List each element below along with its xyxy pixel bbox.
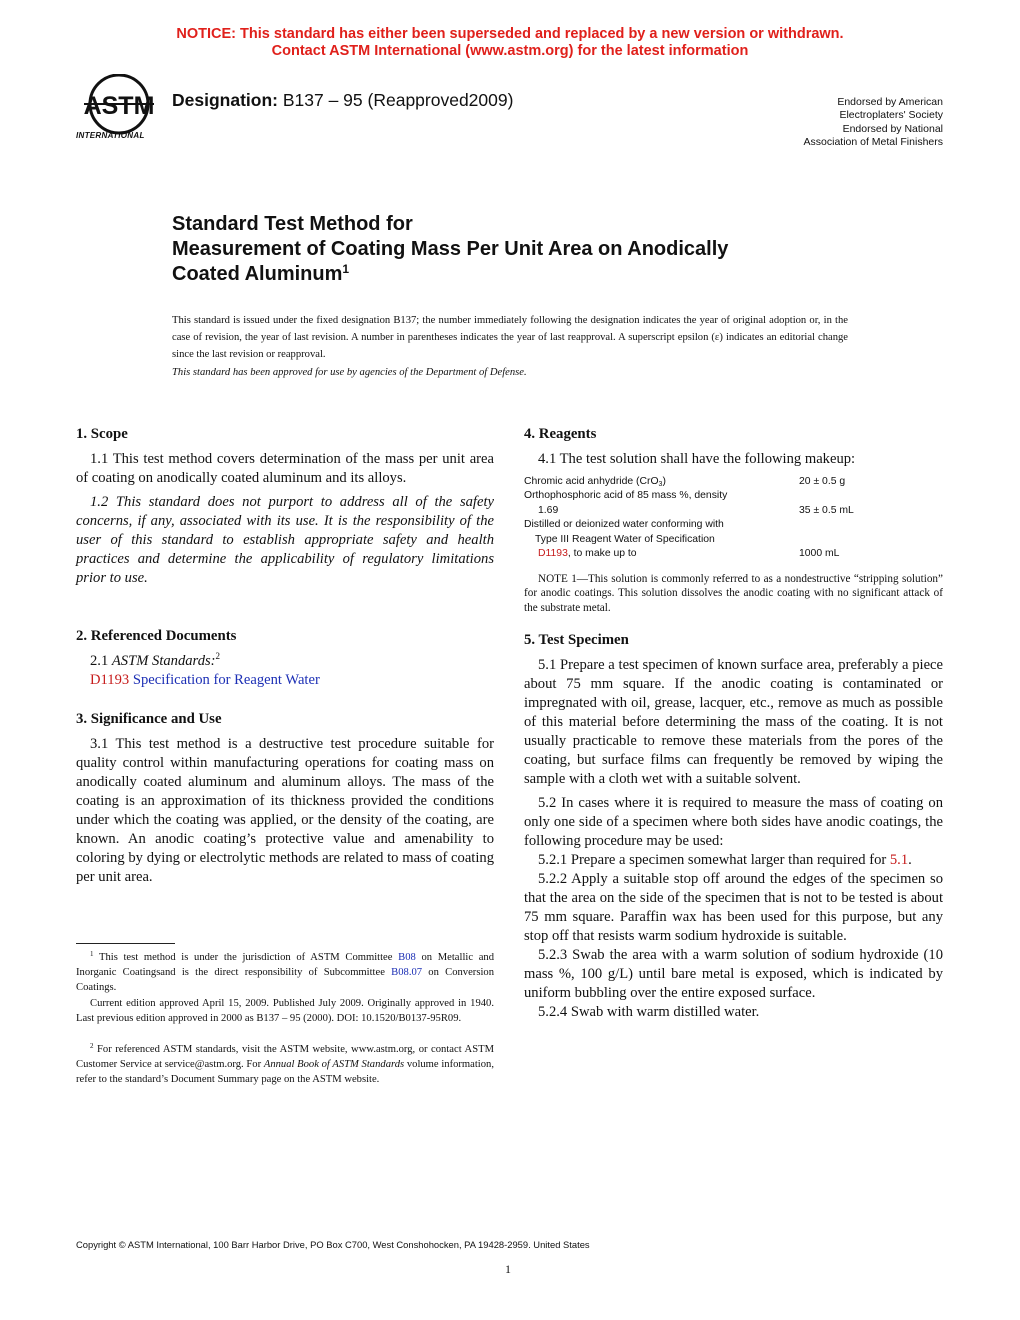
reagent-row: Chromic acid anhydride (CrO$_3$) 20 ± 0.5 g (524, 476, 846, 488)
logo-letters: ASTM (83, 92, 155, 120)
endorsement-line: Endorsed by American (837, 96, 943, 108)
paragraph-5-2: 5.2 In cases where it is required to measure the mass of coating on only one side of a specimen where both sides have anodic coatings, the following procedure may be used: (524, 795, 943, 849)
reagent-row: Distilled or deionized water conforming with (524, 519, 724, 531)
paragraph-2-1: 2.1 ASTM Standards:$^2$ (90, 651, 221, 669)
endorsement-line: Endorsed by National (842, 122, 943, 135)
paragraph-5-2-2: 5.2.2 Apply a suitable stop off around the edges of the specimen so that the area on the side of the specimen that is not to be tested is about 75 mm square. Paraffin wax has been used for this purpose, but any stop off that resists warm sodium hydroxide is suitable. (524, 871, 943, 944)
paragraph-5-2-3: 5.2.3 Swab the area with a warm solution of sodium hydroxide (10 mass %, 100 g/L) until bare metal is exposed, which is indicated by uniform bubbling over the entire exposed surface. (524, 947, 943, 1001)
copyright-line: Copyright © ASTM International, 100 Barr Harbor Drive, PO Box C700, West Conshohocken, PA 19428-2959. United States (76, 1239, 590, 1250)
reference-title-link[interactable]: Specification for Reagent Water (129, 672, 320, 688)
section-test-specimen (524, 631, 943, 1022)
logo-international: INTERNATIONAL (76, 131, 145, 140)
reagent-value: 35 ± 0.5 mL (799, 504, 854, 516)
reagents-table (524, 475, 943, 565)
paragraph-5-1: 5.1 Prepare a test specimen of known surface area, preferably a piece about 75 mm square. If the anodic coating is contaminated or impregnated with oil, grease, lacquer, etc., remove as much as possible of this material before determining the mass of the coating. It is not usually practicable to remove these materials from the pores of the coating, but surface films can frequently be removed by wiping the sample with a cloth wet with a suitable solvent. (524, 657, 943, 787)
title-line-2: Measurement of Coating Mass Per Unit Area on Anodically (172, 238, 729, 260)
section-referenced-documents (76, 627, 494, 690)
reference-d1193 (76, 671, 494, 690)
section-heading: 3. Significance and Use (76, 711, 222, 727)
title-footnote-ref[interactable]: 1 (342, 262, 350, 276)
title-line-3: Coated Aluminum$^1$ (172, 262, 350, 285)
title-line-1: Standard Test Method for (172, 213, 413, 235)
footnote-rule (76, 943, 175, 944)
note-1: NOTE 1—This solution is commonly referred to as a nondestructive “stripping solution” for anodic coatings. This solution dissolves the anodic coating with no significant attack of the substrate metal. (524, 573, 943, 614)
dod-approval-statement: This standard has been approved for use by agencies of the Department of Defense. (172, 367, 527, 378)
paragraph-1-2: 1.2 This standard does not purport to address all of the safety concerns, if any, associated with its use. It is the responsibility of the user of this standard to establish appropriate safety and health practices and determine the applicability of regulatory limitations prior to use. (76, 494, 494, 586)
paragraph-4-1: 4.1 The test solution shall have the following makeup: (538, 451, 856, 467)
withdrawal-notice (0, 26, 1020, 60)
designation (172, 90, 513, 111)
subcommittee-link-b0807[interactable]: B08.07 (391, 967, 423, 979)
paragraph-3-1: 3.1 This test method is a destructive test procedure suitable for quality control within manufacturing operations for coating mass on anodically coated aluminum and aluminum alloys. The mass of the coating is an approximation of its thickness provided the conditions under which the coating was applied, or the density of the coating, are known. An anodic coating’s protective value and amenability to coloring by dying or electrolytic methods are related to mass of coating per unit area. (76, 736, 494, 885)
designation-label: Designation: (172, 90, 278, 110)
paragraph-1-1: 1.1 This test method covers determination of the mass per unit area of coating on anodically coated aluminum and its alloys. (76, 451, 494, 486)
reagent-row: Orthophosphoric acid of 85 mass %, density (524, 490, 728, 502)
section-reagents (524, 425, 943, 469)
reagent-row-cont: Type III Reagent Water of Specification (535, 533, 715, 545)
section-significance (76, 710, 494, 887)
notice-line-1: NOTICE: This standard has either been superseded and replaced by a new version or withdrawn. (176, 26, 844, 42)
endorsement (804, 96, 943, 149)
reference-link-d1193[interactable]: D1193 (538, 548, 568, 559)
footnote-ref-2[interactable]: 2 (215, 651, 221, 661)
issuance-statement: This standard is issued under the fixed designation B137; the number immediately following the designation indicates the year of original adoption or, in the case of revision, the year of last revision. A number in parentheses indicates the year of last reapproval. A superscript epsilon (ε) indicates an editorial change since the last revision or reapproval. (172, 315, 848, 360)
section-heading: 5. Test Specimen (524, 632, 629, 648)
reagent-value: 1000 mL (799, 548, 840, 559)
designation-value: B137 – 95 (Reapproved2009) (282, 90, 514, 110)
section-heading: 1. Scope (76, 426, 128, 442)
paragraph-5-2-4: 5.2.4 Swab with warm distilled water. (538, 1004, 760, 1020)
notice-line-2: Contact ASTM International (www.astm.org) for the latest information (271, 43, 749, 59)
endorsement-line: Association of Metal Finishers (803, 135, 943, 148)
section-heading: 2. Referenced Documents (76, 628, 237, 644)
page-number: 1 (505, 1262, 511, 1276)
reagent-row-cont: D1193, to make up to 1000 mL (524, 547, 957, 561)
section-heading: 4. Reagents (524, 426, 597, 442)
endorsement-line: Electroplaters' Society (839, 109, 943, 122)
reagent-row-cont: 1.69 35 ± 0.5 mL (524, 504, 957, 518)
paragraph-5-2-1: 5.2.1 Prepare a specimen somewhat larger than required for 5.1. (538, 852, 912, 868)
reference-link-d1193[interactable]: D1193 (90, 672, 130, 688)
footnote-1: $^1$ This test method is under the jurisdiction of ASTM Committee B08 on Metallic and Inorganic Coatingsand is the direct responsibility of Subcommittee B08.07 on Conversion Coatings. (76, 950, 494, 994)
section-scope (76, 425, 494, 588)
footnote-1-edition: Current edition approved April 15, 2009. Published July 2009. Originally approved in 1940. Last previous edition approved in 2000 as B137 – 95 (2000). DOI: 10.1520/B0137-95R09. (76, 998, 494, 1025)
reagent-value: 20 ± 0.5 g (799, 476, 846, 487)
committee-link-b08[interactable]: B08 (398, 952, 416, 963)
footnote-2: $^2$ For referenced ASTM standards, visit the ASTM website, www.astm.org, or contact ASTM Customer Service at service@astm.org. For Annual Book of ASTM Standards volume information, refer to the standard’s Document Summary page on the ASTM website. (76, 1042, 494, 1086)
document-title (172, 212, 872, 287)
section-link-5-1[interactable]: 5.1 (889, 852, 909, 868)
